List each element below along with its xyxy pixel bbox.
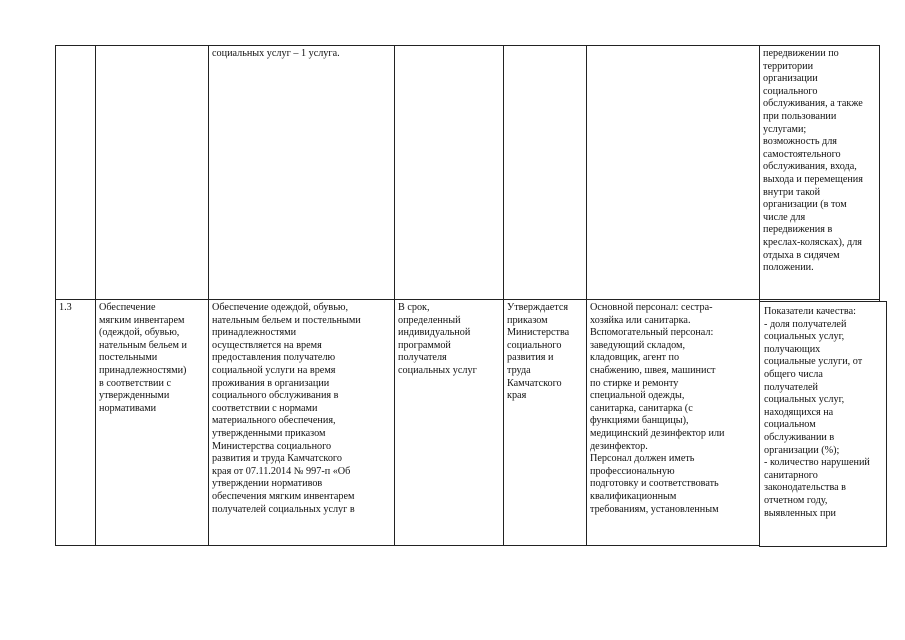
row1-quality-cell: передвижении по территории организации социального обслуживания, а также при пользовании услугами; возможность для самостоятельного обслуживания, входа, выхода и перемещения внутри такой организации (в том числе для передвижения в креслах-колясках), для отдыха в сидячем положении. bbox=[760, 46, 880, 300]
table-row bbox=[56, 300, 880, 546]
row1-approval-cell bbox=[504, 46, 587, 300]
table-row bbox=[56, 46, 880, 300]
row2-service-name-cell: Обеспечение мягким инвентарем (одеждой, обувью, нательным бельем и постельными принадлежностями) в соответствии с утвержденными нормативами bbox=[96, 300, 209, 546]
row2-approval-cell: Утверждается приказом Министерства социального развития и труда Камчатского края bbox=[504, 300, 587, 546]
row1-description-cell: социальных услуг – 1 услуга. bbox=[209, 46, 395, 300]
row1-number-cell bbox=[56, 46, 96, 300]
row2-term-cell: В срок, определенный индивидуальной программой получателя социальных услуг bbox=[395, 300, 504, 546]
services-table bbox=[55, 45, 880, 546]
row1-term-cell bbox=[395, 46, 504, 300]
row2-number-cell: 1.3 bbox=[56, 300, 96, 546]
row1-service-name-cell bbox=[96, 46, 209, 300]
row2-staff-cell: Основной персонал: сестра- хозяйка или санитарка. Вспомогательный персонал: заведующий складом, кладовщик, агент по снабжению, швея, машинист по стирке и ремонту специальной одежды, санитарка, санитарка (с функциями банщицы), медицинский дезинфектор или дезинфектор. Персонал должен иметь профессиональную подготовку и соответствовать квалификационным требованиям, установленным bbox=[587, 300, 760, 546]
row2-quality-cell: Показатели качества: - доля получателей социальных услуг, получающих социальные услуги, от общего числа получателей социальных услуг, находящихся на социальном обслуживании в организации (%); - количество нарушений санитарного законодательства в отчетном году, выявленных при bbox=[759, 301, 887, 547]
row2-description-cell: Обеспечение одеждой, обувью, нательным бельем и постельными принадлежностями осуществляется на время предоставления получателю социальной услуги на время проживания в организации социального обслуживания в соответствии с нормами материального обеспечения, утвержденными приказом Министерства социального развития и труда Камчатского края от 07.11.2014 № 997-п «Об утверждении нормативов обеспечения мягким инвентарем получателей социальных услуг в bbox=[209, 300, 395, 546]
row1-staff-cell bbox=[587, 46, 760, 300]
